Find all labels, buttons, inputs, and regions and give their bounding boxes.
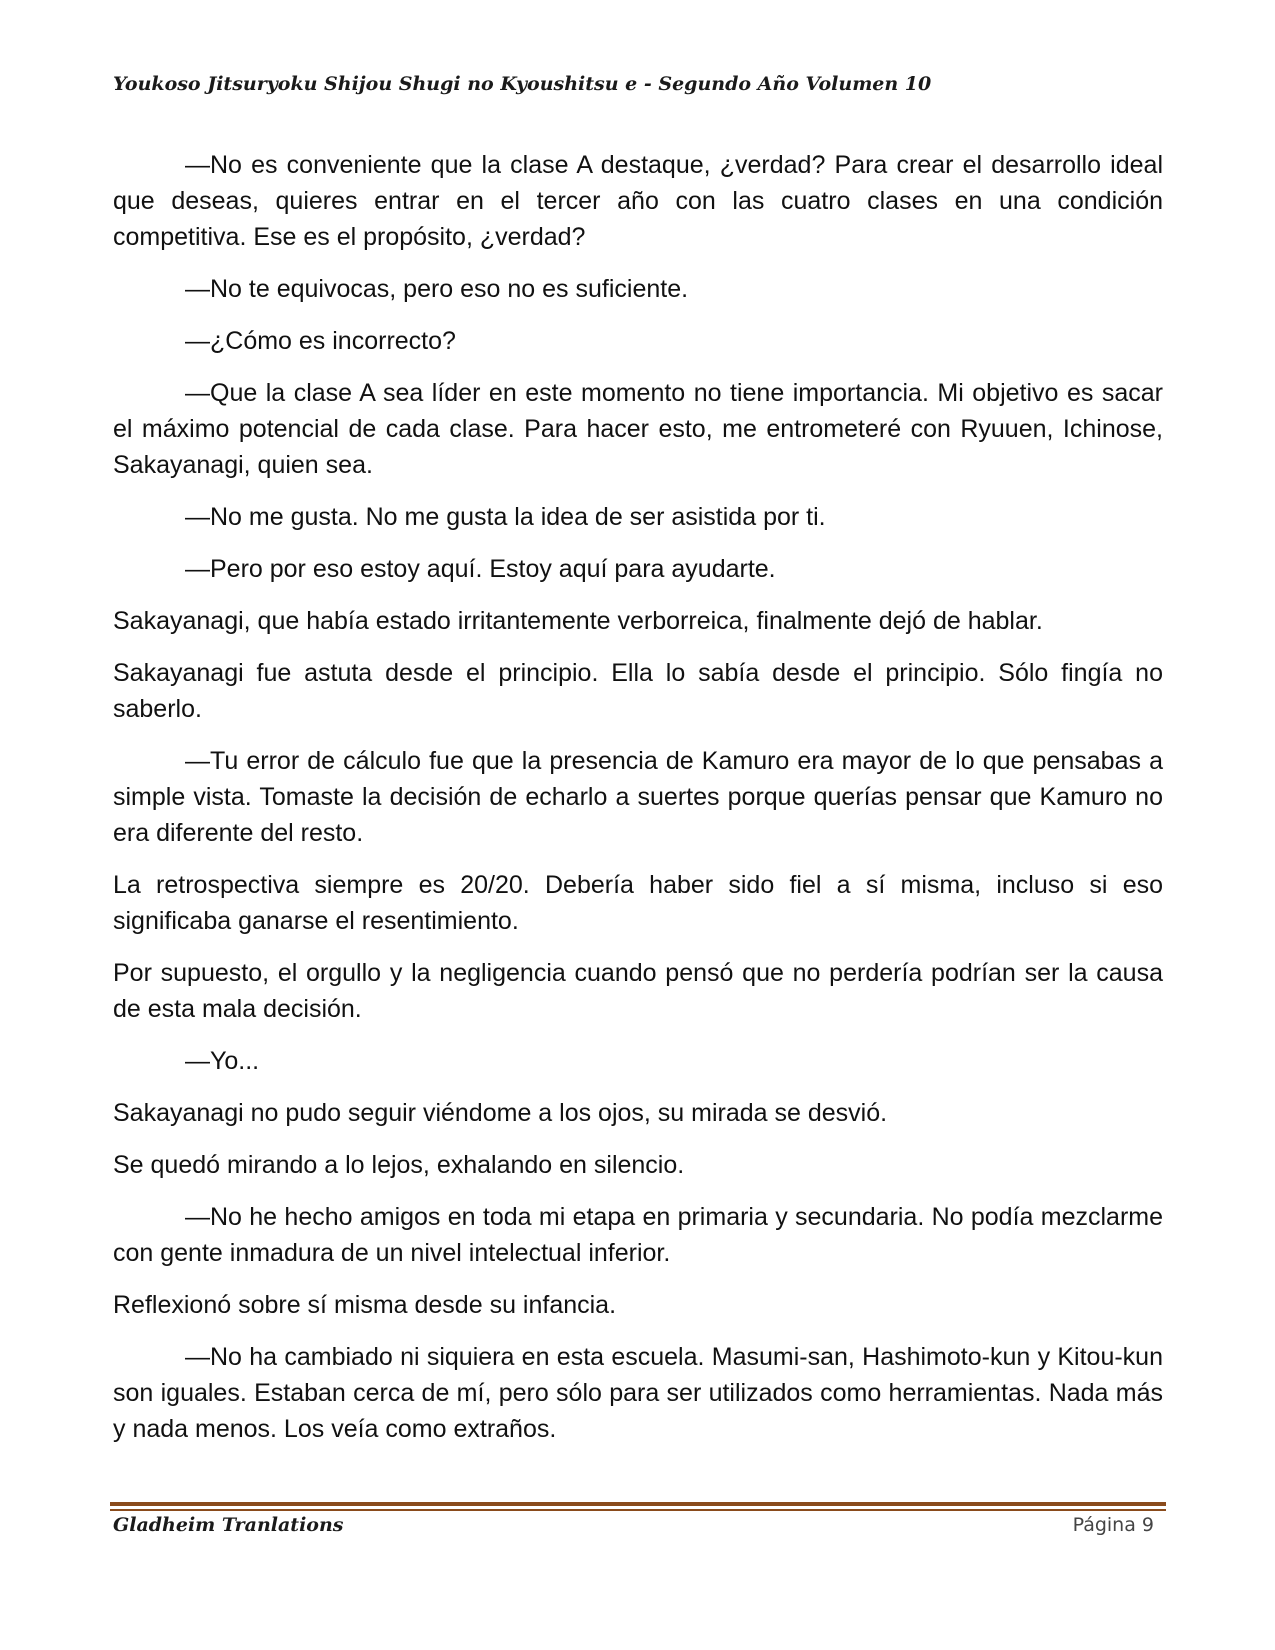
paragraph-12: —Yo... <box>185 1047 260 1075</box>
body-text <box>113 147 1163 1463</box>
footer-publisher: Gladheim Tranlations <box>113 1514 344 1536</box>
footer-rule-thick <box>110 1502 1166 1506</box>
paragraph-1: —No es conveniente que la clase A destaque, ¿verdad? Para crear el desarrollo ideal que deseas, quieres entrar en el tercer año con las cuatro clases en una condición competitiva. Ese es el propósito, ¿verdad? <box>113 151 1163 251</box>
paragraph-5: —No me gusta. No me gusta la idea de ser asistida por ti. <box>185 503 826 531</box>
paragraph-10: La retrospectiva siempre es 20/20. Debería haber sido fiel a sí misma, incluso si eso significaba ganarse el resentimiento. <box>113 871 1163 935</box>
paragraph-8: Sakayanagi fue astuta desde el principio. Ella lo sabía desde el principio. Sólo fingía no saberlo. <box>113 659 1163 723</box>
page-number: Página 9 <box>1072 1514 1154 1536</box>
paragraph-16: Reflexionó sobre sí misma desde su infancia. <box>113 1291 617 1319</box>
paragraph-14: Se quedó mirando a lo lejos, exhalando en silencio. <box>113 1151 685 1179</box>
paragraph-2: —No te equivocas, pero eso no es suficiente. <box>185 275 689 303</box>
paragraph-6: —Pero por eso estoy aquí. Estoy aquí para ayudarte. <box>185 555 776 583</box>
paragraph-15: —No he hecho amigos en toda mi etapa en primaria y secundaria. No podía mezclarme con gente inmadura de un nivel intelectual inferior. <box>113 1203 1163 1267</box>
footer-rule-thin <box>110 1509 1166 1511</box>
paragraph-11: Por supuesto, el orgullo y la negligencia cuando pensó que no perdería podrían ser la causa de esta mala decisión. <box>113 959 1163 1023</box>
paragraph-17: —No ha cambiado ni siquiera en esta escuela. Masumi-san, Hashimoto-kun y Kitou-kun son iguales. Estaban cerca de mí, pero sólo para ser utilizados como herramientas. Nada más y nada menos. Los veía como extraños. <box>113 1343 1163 1443</box>
running-header: Youkoso Jitsuryoku Shijou Shugi no Kyoushitsu e - Segundo Año Volumen 10 <box>113 73 932 95</box>
paragraph-3: —¿Cómo es incorrecto? <box>185 327 456 355</box>
paragraph-13: Sakayanagi no pudo seguir viéndome a los ojos, su mirada se desvió. <box>113 1099 888 1127</box>
paragraph-4: —Que la clase A sea líder en este momento no tiene importancia. Mi objetivo es sacar el máximo potencial de cada clase. Para hacer esto, me entrometeré con Ryuuen, Ichinose, Sakayanagi, quien sea. <box>113 379 1163 479</box>
paragraph-9: —Tu error de cálculo fue que la presencia de Kamuro era mayor de lo que pensabas a simple vista. Tomaste la decisión de echarlo a suertes porque querías pensar que Kamuro no era diferente del resto. <box>113 747 1163 847</box>
paragraph-7: Sakayanagi, que había estado irritantemente verborreica, finalmente dejó de hablar. <box>113 607 1043 635</box>
